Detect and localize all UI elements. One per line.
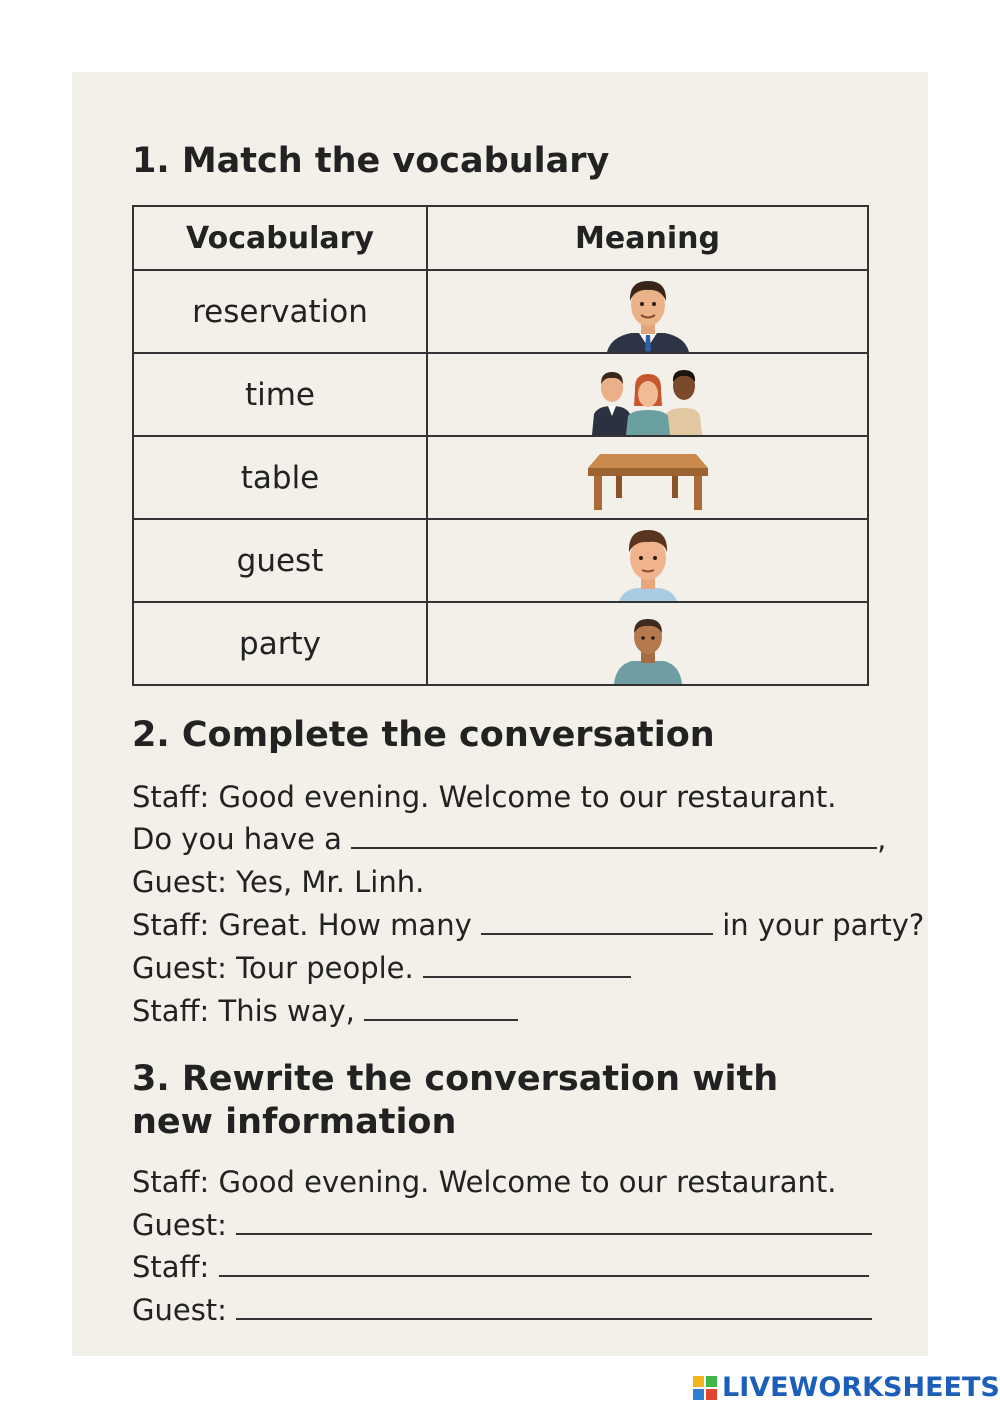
line-text: Do you have a [132,822,342,856]
businessman-icon [603,271,693,352]
table-row [133,602,868,685]
line-text-after: , [877,822,887,856]
line-text: Staff: This way, [132,994,355,1028]
line-text: Staff: [132,1250,210,1284]
line-text: Guest: Yes, Mr. Linh. [132,865,425,899]
line-text: Guest: Tour people. [132,951,414,985]
conversation-line [132,779,837,815]
meaning-cell[interactable] [427,519,868,602]
rewrite-line [132,1292,872,1328]
table-row [133,436,868,519]
vocab-word: time [133,353,427,436]
meaning-cell[interactable] [427,353,868,436]
vocab-word: guest [133,519,427,602]
section-2-title: 2. Complete the conversation [132,715,715,755]
section-1-title: 1. Match the vocabulary [132,141,610,181]
line-text: Guest: [132,1208,227,1242]
header-vocabulary: Vocabulary [133,206,427,270]
answer-blank[interactable] [364,995,518,1021]
rewrite-line [132,1249,869,1285]
brand-name: LIVEWORKSHEETS [722,1372,1000,1403]
answer-blank[interactable] [236,1209,872,1235]
rewrite-line [132,1207,872,1243]
line-text: Guest: [132,1293,227,1327]
meaning-cell[interactable] [427,436,868,519]
section-3-title: 3. Rewrite the conversation with new information [132,1059,779,1142]
vocab-word: reservation [133,270,427,353]
conversation-line [132,950,631,986]
table-row [133,353,868,436]
table-row [133,270,868,353]
liveworksheets-brand [692,1372,1000,1403]
line-text: Staff: Good evening. Welcome to our restaurant. [132,1165,837,1199]
conversation-line [132,993,518,1029]
line-text-after: in your party? [722,908,925,942]
table-icon [586,440,710,516]
answer-blank[interactable] [351,823,877,849]
man-face-icon [613,520,683,601]
vocab-word: table [133,436,427,519]
person-icon [610,603,686,684]
group-of-people-icon [592,354,704,435]
line-text: Staff: Good evening. Welcome to our restaurant. [132,780,837,814]
conversation-line [132,864,424,900]
answer-blank[interactable] [481,909,713,935]
answer-blank[interactable] [236,1294,872,1320]
liveworksheets-logo-icon [692,1375,718,1401]
table-row [133,519,868,602]
meaning-cell[interactable] [427,270,868,353]
conversation-line [132,821,886,857]
meaning-cell[interactable] [427,602,868,685]
rewrite-line [132,1164,837,1200]
header-meaning: Meaning [427,206,868,270]
vocabulary-table [132,205,869,686]
conversation-line [132,907,924,943]
answer-blank[interactable] [423,952,631,978]
vocab-word: party [133,602,427,685]
line-text: Staff: Great. How many [132,908,472,942]
answer-blank[interactable] [219,1251,869,1277]
